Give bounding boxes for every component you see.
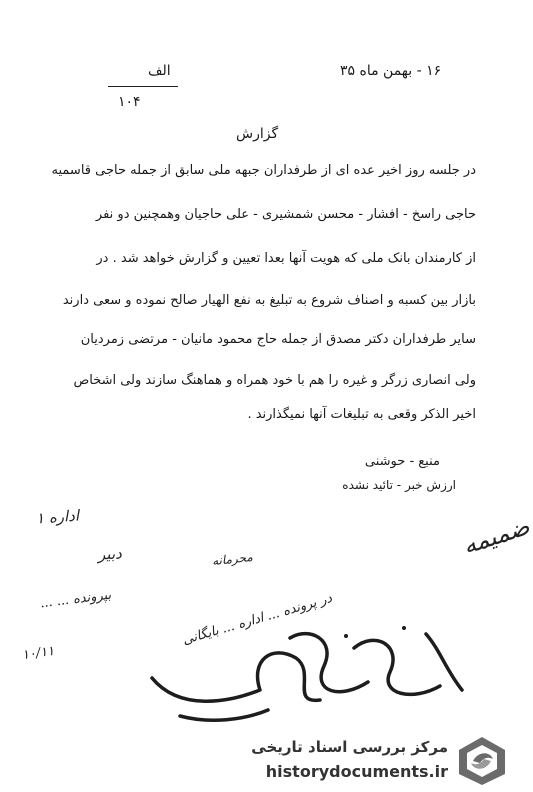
- evaluation-line: ارزش خبر - تائید نشده: [342, 478, 456, 492]
- source-line: منبع - حوشنی: [364, 454, 440, 469]
- report-date: ۱۶ - بهمن ماه ۳۵: [340, 63, 442, 79]
- handwritten-signature: [140, 620, 480, 730]
- archive-url[interactable]: historydocuments.ir: [265, 762, 448, 781]
- document-code: الف: [148, 63, 171, 79]
- archive-name: مرکز بررسی اسناد تاریخی: [251, 738, 448, 756]
- handwritten-note-archive: در پرونده ... اداره ... بایگانی: [180, 590, 334, 649]
- archive-logo-icon: [456, 735, 508, 787]
- document-number: ۱۰۴: [118, 94, 141, 110]
- handwritten-note-attachment: ضمیمه: [459, 512, 533, 560]
- body-line-6: ولی انصاری زرگر و غیره را هم با خود همراه و هماهنگ سازند ولی اشخاص: [73, 373, 476, 388]
- handwritten-note-date: ۱۰/۱۱: [21, 643, 56, 664]
- body-line-4: بازار بین کسبه و اصناف شروع به تبلیغ به نفع الهیار صالح نموده و سعی دارند: [62, 293, 476, 308]
- body-line-5: سایر طرفداران دکتر مصدق از جمله حاج محمود مانیان - مرتضی زمردیان: [80, 332, 476, 347]
- handwritten-note-office: اداره ۱: [35, 506, 80, 528]
- report-title: گزارش: [236, 126, 279, 142]
- handwritten-note-file: بپرونده ... ...: [39, 587, 112, 612]
- body-line-1: در جلسه روز اخیر عده ای از طرفداران جبهه ملی سابق از جمله حاجی قاسمیه: [51, 163, 476, 178]
- body-line-3: از کارمندان بانک ملی که هویت آنها بعدا تعیین و گزارش خواهد شد . در: [96, 251, 476, 266]
- handwritten-note-secretary: دبیر: [97, 544, 123, 564]
- body-line-2: حاجی راسخ - افشار - محسن شمشیری - علی حاجیان وهمچنین دو نفر: [95, 207, 476, 222]
- body-line-7: اخیر الذکر وقعی به تبلیغات آنها نمیگذارند .: [247, 407, 476, 422]
- handwritten-note-confidential: محرمانه: [211, 549, 254, 569]
- header-divider: [108, 86, 178, 87]
